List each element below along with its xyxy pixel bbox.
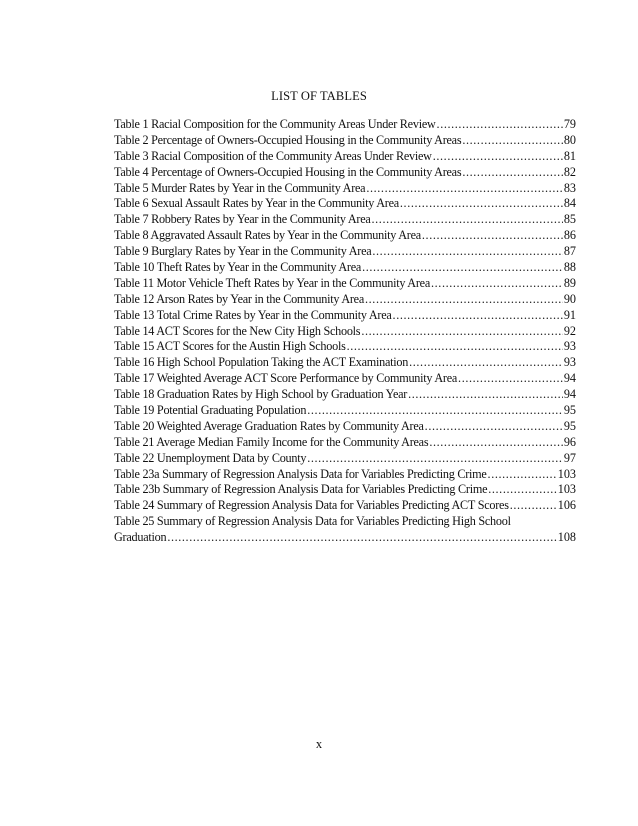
toc-entry — [114, 371, 576, 387]
dot-leader — [429, 435, 562, 451]
toc-entry — [114, 276, 576, 292]
toc-entry — [114, 133, 576, 149]
dot-leader — [408, 387, 563, 403]
dot-leader — [488, 482, 556, 498]
dot-leader — [347, 339, 563, 355]
toc-entry-page: 90 — [563, 291, 576, 306]
dot-leader — [393, 308, 563, 324]
dot-leader — [366, 181, 562, 197]
toc-entry-label: Table 14 ACT Scores for the New City High Schools — [114, 323, 361, 338]
toc-entry-label: Table 6 Sexual Assault Rates by Year in the Community Area — [114, 196, 399, 211]
toc-entry-page: 106 — [557, 498, 576, 513]
toc-entry-label: Table 10 Theft Rates by Year in the Community Area — [114, 260, 362, 275]
dot-leader — [437, 117, 563, 133]
dot-leader — [462, 165, 562, 181]
toc-entry — [114, 387, 576, 403]
dot-leader — [425, 419, 563, 435]
table-of-contents — [114, 117, 576, 546]
dot-leader — [372, 212, 563, 228]
toc-entry-page: 103 — [557, 482, 576, 497]
toc-entry — [114, 260, 576, 276]
toc-entry-page: 84 — [563, 196, 576, 211]
dot-leader — [361, 324, 563, 340]
toc-entry-label: Table 11 Motor Vehicle Theft Rates by Year in the Community Area — [114, 275, 430, 290]
toc-entry-page: 93 — [563, 355, 576, 370]
dot-leader — [433, 149, 563, 165]
toc-entry-page: 97 — [563, 450, 576, 465]
toc-entry-label: Table 7 Robbery Rates by Year in the Community Area — [114, 212, 371, 227]
toc-entry — [114, 292, 576, 308]
dot-leader — [510, 498, 557, 514]
toc-entry — [114, 435, 576, 451]
toc-entry-page: 82 — [563, 164, 576, 179]
toc-entry-label: Table 23b Summary of Regression Analysis Data for Variables Predicting Crime — [114, 482, 488, 497]
toc-entry-page: 79 — [563, 117, 576, 131]
toc-entry — [114, 530, 576, 546]
toc-entry-wrapped-first-line: Table 25 Summary of Regression Analysis Data for Variables Predicting High School — [114, 514, 511, 529]
toc-entry-label: Table 24 Summary of Regression Analysis Data for Variables Predicting ACT Scores — [114, 498, 509, 513]
toc-entry — [114, 196, 576, 212]
toc-entry — [114, 308, 576, 324]
toc-entry-page: 87 — [563, 244, 576, 259]
toc-entry-label: Table 16 High School Population Taking the ACT Examination — [114, 355, 409, 370]
toc-entry — [114, 244, 576, 260]
toc-entry-label: Table 1 Racial Composition for the Community Areas Under Review — [114, 117, 436, 131]
toc-entry — [114, 482, 576, 498]
toc-entry-page: 91 — [563, 307, 576, 322]
toc-entry-label: Table 18 Graduation Rates by High School by Graduation Year — [114, 387, 408, 402]
toc-entry-page: 95 — [563, 418, 576, 433]
toc-entry-label: Table 23a Summary of Regression Analysis Data for Variables Predicting Crime — [114, 466, 487, 481]
toc-entry — [114, 117, 576, 133]
toc-entry-label: Table 2 Percentage of Owners-Occupied Housing in the Community Areas — [114, 132, 462, 147]
toc-entry — [114, 181, 576, 197]
toc-entry-label: Table 12 Arson Rates by Year in the Community Area — [114, 291, 364, 306]
page-title: LIST OF TABLES — [271, 89, 367, 103]
toc-entry-label: Table 21 Average Median Family Income for the Community Areas — [114, 434, 429, 449]
toc-entry — [114, 467, 576, 483]
dot-leader — [462, 133, 562, 149]
toc-entry-page: 92 — [563, 323, 576, 338]
toc-entry — [114, 355, 576, 371]
toc-entry-label: Table 4 Percentage of Owners-Occupied Housing in the Community Areas — [114, 164, 462, 179]
toc-entry-page: 81 — [563, 148, 576, 163]
dot-leader — [400, 196, 563, 212]
toc-entry — [114, 403, 576, 419]
toc-entry-label: Table 13 Total Crime Rates by Year in the Community Area — [114, 307, 392, 322]
dot-leader — [488, 467, 557, 483]
page-number: x — [315, 737, 323, 751]
dot-leader — [307, 403, 563, 419]
dot-leader — [409, 355, 563, 371]
toc-entry — [114, 324, 576, 340]
toc-entry-page: 94 — [563, 387, 576, 402]
toc-entry-page: 93 — [563, 339, 576, 354]
toc-entry-label: Table 15 ACT Scores for the Austin High Schools — [114, 339, 346, 354]
toc-entry-page: 108 — [557, 530, 576, 545]
toc-entry — [114, 212, 576, 228]
toc-entry-label: Table 8 Aggravated Assault Rates by Year in the Community Area — [114, 228, 421, 243]
toc-entry-page: 83 — [563, 180, 576, 195]
toc-entry — [114, 165, 576, 181]
toc-entry — [114, 451, 576, 467]
toc-entry-page: 103 — [557, 466, 576, 481]
toc-entry — [114, 419, 576, 435]
dot-leader — [365, 292, 563, 308]
dot-leader — [458, 371, 563, 387]
toc-entry-label: Table 9 Burglary Rates by Year in the Community Area — [114, 244, 372, 259]
toc-entry — [114, 228, 576, 244]
toc-entry — [114, 339, 576, 355]
toc-entry-page: 95 — [563, 403, 576, 418]
dot-leader — [372, 244, 562, 260]
toc-entry-page: 85 — [563, 212, 576, 227]
toc-entry-page: 89 — [563, 275, 576, 290]
dot-leader — [167, 530, 556, 546]
toc-entry-label: Table 3 Racial Composition of the Community Areas Under Review — [114, 148, 432, 163]
toc-entry-label: Table 17 Weighted Average ACT Score Performance by Community Area — [114, 371, 458, 386]
dot-leader — [431, 276, 563, 292]
toc-entry-page: 96 — [563, 434, 576, 449]
toc-entry-label: Table 22 Unemployment Data by County — [114, 450, 307, 465]
dot-leader — [362, 260, 563, 276]
toc-entry-page: 94 — [563, 371, 576, 386]
toc-entry-label: Table 20 Weighted Average Graduation Rates by Community Area — [114, 418, 424, 433]
dot-leader — [422, 228, 563, 244]
dot-leader — [307, 451, 563, 467]
toc-entry-label: Graduation — [114, 530, 167, 545]
toc-entry-page: 86 — [563, 228, 576, 243]
toc-entry-page: 80 — [563, 132, 576, 147]
toc-entry-page: 88 — [563, 260, 576, 275]
toc-entry-label: Table 19 Potential Graduating Population — [114, 403, 307, 418]
toc-entry — [114, 498, 576, 514]
toc-entry — [114, 149, 576, 165]
toc-entry-label: Table 5 Murder Rates by Year in the Community Area — [114, 180, 366, 195]
